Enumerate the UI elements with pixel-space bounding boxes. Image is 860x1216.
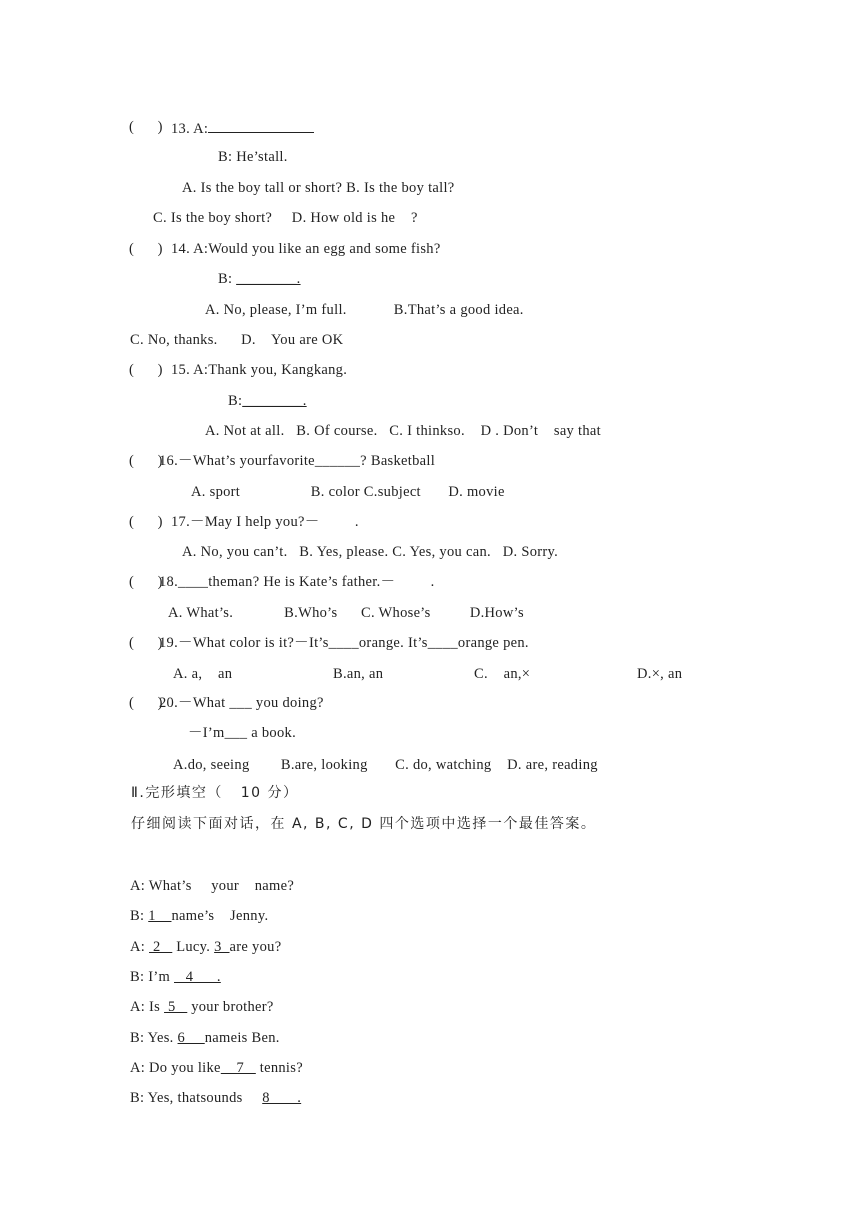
- q20-paren: ( ): [129, 695, 163, 711]
- q20-reply: －I’m___ a book.: [188, 725, 296, 741]
- q19-option-a: A. a, an: [173, 666, 233, 682]
- section-instruction: 仔细阅读下面对话，在 A, B, C, D 四个选项中选择一个最佳答案。: [131, 816, 597, 832]
- q18-stem: 18.____theman? He is Kate’s father.－ .: [159, 574, 435, 590]
- dialogue-line-8: [130, 1089, 301, 1107]
- q13-paren: ( ): [129, 119, 163, 135]
- dialogue-speaker: A: Do you like: [130, 1060, 221, 1076]
- dialogue-speaker: B: Yes.: [130, 1030, 178, 1046]
- q19-option-d: D.×, an: [637, 666, 683, 682]
- dialogue-line-1: A: What’s your name?: [130, 878, 295, 894]
- dialogue-text: Lucy.: [172, 939, 215, 955]
- blank-4[interactable]: 4 .: [174, 969, 221, 985]
- dialogue-line-4: [130, 968, 221, 986]
- q15-answer: [228, 392, 307, 410]
- q19-option-b: B.an, an: [333, 666, 384, 682]
- q17-paren: ( ): [129, 514, 163, 530]
- q14-options-row1: A. No, please, I’m full. B.That’s a good idea.: [205, 302, 524, 318]
- blank-5[interactable]: 5: [164, 999, 188, 1015]
- dialogue-line-5: [130, 998, 274, 1016]
- q13-stem-text: 13. A:: [171, 121, 209, 137]
- dialogue-text: are you?: [229, 939, 282, 955]
- q15-paren: ( ): [129, 362, 163, 378]
- q18-options: A. What’s. B.Who’s C. Whose’s D.How’s: [168, 605, 524, 621]
- dialogue-line-2: [130, 907, 268, 925]
- q13-blank[interactable]: [208, 118, 314, 133]
- q13-options-row2: C. Is the boy short? D. How old is he ?: [153, 210, 418, 226]
- q17-stem: 17.－May I help you?－ .: [171, 514, 359, 530]
- q13-options-row1: A. Is the boy tall or short? B. Is the boy tall?: [182, 180, 455, 196]
- q14-answer: [218, 270, 301, 288]
- dialogue-speaker: B: I’m: [130, 969, 174, 985]
- q17-options: A. No, you can’t. B. Yes, please. C. Yes, you can. D. Sorry.: [182, 544, 559, 560]
- dialogue-speaker: B:: [130, 908, 149, 924]
- q16-options: A. sport B. color C.subject D. movie: [191, 484, 505, 500]
- dialogue-text: your brother?: [187, 999, 274, 1015]
- q14-stem: 14. A:Would you like an egg and some fish?: [171, 241, 441, 257]
- q13-stem: [171, 118, 314, 138]
- q19-paren: ( ): [129, 635, 163, 651]
- blank-6[interactable]: 6: [177, 1030, 205, 1046]
- dialogue-speaker: B: Yes, thatsounds: [130, 1090, 263, 1106]
- q13-answer: B: He’stall.: [218, 149, 288, 165]
- blank-8[interactable]: 8 .: [262, 1090, 302, 1106]
- blank-7[interactable]: 7: [220, 1060, 256, 1076]
- q16-paren: ( ): [129, 453, 163, 469]
- dialogue-speaker: A: Is: [130, 999, 165, 1015]
- q14-paren: ( ): [129, 241, 163, 257]
- q20-options: A.do, seeing B.are, looking C. do, watching D. are, reading: [173, 757, 598, 773]
- q15-answer-label: B:: [228, 393, 243, 409]
- q20-stem: 20.－What ___ you doing?: [159, 695, 324, 711]
- q19-stem: 19.－What color is it?－It’s____orange. It’s____orange pen.: [159, 635, 529, 651]
- blank-1[interactable]: 1: [148, 908, 172, 924]
- blank-2[interactable]: 2: [149, 939, 173, 955]
- dialogue-text: tennis?: [255, 1060, 303, 1076]
- section-heading: Ⅱ.完形填空（ 10 分）: [131, 785, 299, 801]
- q15-stem: 15. A:Thank you, Kangkang.: [171, 362, 348, 378]
- q16-stem: 16.－What’s yourfavorite______? Basketball: [159, 453, 436, 469]
- blank-3[interactable]: 3: [214, 939, 230, 955]
- q14-answer-label: B:: [218, 271, 233, 287]
- q19-option-c: C. an,×: [474, 666, 531, 682]
- q18-paren: ( ): [129, 574, 163, 590]
- dialogue-line-3: [130, 938, 281, 956]
- q14-answer-blank[interactable]: ________.: [236, 271, 301, 287]
- dialogue-text: name’s Jenny.: [171, 908, 269, 924]
- dialogue-speaker: A:: [130, 939, 150, 955]
- q14-options-row2: C. No, thanks. D. You are OK: [130, 332, 344, 348]
- dialogue-line-7: [130, 1059, 303, 1077]
- q15-answer-blank[interactable]: ________.: [242, 393, 307, 409]
- dialogue-line-6: [130, 1029, 280, 1047]
- q15-options: A. Not at all. B. Of course. C. I thinkso. D . Don’t say that: [205, 423, 601, 439]
- dialogue-text: nameis Ben.: [204, 1030, 280, 1046]
